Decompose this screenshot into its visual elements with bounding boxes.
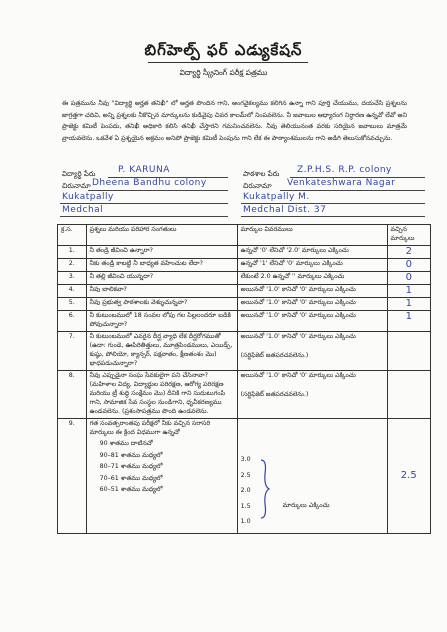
school-name-label: పాఠశాల పేరు: [243, 170, 280, 178]
scale-value: 1.5: [240, 502, 251, 510]
table-row: [58, 298, 431, 311]
school-address-label: చిరునామా: [243, 182, 272, 190]
row-mark[interactable]: 1: [387, 311, 431, 332]
row-question: నీకు తండ్రి కాబట్టి నీ బాధ్యత వహించుట లేదా?: [86, 259, 237, 272]
row-detail: అయినచో '1.0' కానిచో '0' మార్కులు ఎక్కించు: [237, 285, 387, 298]
row-number: 9.: [58, 419, 87, 534]
row-number: 5.: [58, 298, 87, 311]
grade-option: 70–61 శాతము మధ్యలో: [99, 474, 163, 482]
row-question: నీవు ప్రభుత్వ పాఠశాలకు వెళ్ళుచున్నవా?: [86, 298, 237, 311]
row-mark[interactable]: 0: [387, 259, 431, 272]
row-number: 8.: [58, 371, 87, 419]
document-subtitle: విద్యార్థి స్క్రీనింగ్ పరీక్ష పత్రము: [179, 68, 268, 77]
row-question-cell: [86, 419, 237, 534]
scale-value: 1.0: [240, 518, 251, 525]
grade-option: 90 శాతము దాటినచో: [99, 440, 153, 447]
row-question: నీ తండ్రి జీవించి ఉన్నారా?: [86, 246, 237, 259]
row-question: నీ కుటుంబములో ఎవరైన దీర్ఘ వ్యాధి లేక దీర్ఘరోగముతో (ఉదా: గుండె, ఊపిరితిత్తులు, మూత్రపిండములు, ఎయిడ్స్, కుష్ఠు, పోలియో, క్యాన్సర్, పక్షవాతం, క్షీణతంశం మొ) భాధపడుచున్నారా?: [86, 332, 237, 371]
scale-values: [241, 452, 251, 530]
school-address-underline-2: [241, 203, 425, 204]
grade-option: 60–51 శాతము మధ్యలో: [99, 486, 163, 493]
school-address-underline-3: [241, 216, 425, 217]
title-underline: [148, 62, 308, 63]
table-row: [58, 259, 431, 272]
scale-value: 2.0: [240, 487, 251, 494]
row-question: నీ తల్లి జీవించి యున్నదా?: [86, 272, 237, 285]
address-underline-2: [60, 203, 228, 204]
row-number: 7.: [58, 332, 87, 371]
school-address-line-1[interactable]: Venkateshwara Nagar: [287, 178, 396, 188]
row-question: గత సంవత్సరాంతపు పరీక్షలో నీకు వచ్చిన సరాసరి మార్కులు ఈ క్రింద విధముగా ఉన్నచో: [89, 420, 211, 436]
row-question: నీ కుటుంబములో 18 సంవల లోపు గల పిల్లలందరూ బడికి పోవుచున్నారా?: [86, 311, 237, 332]
school-address-underline-1: [280, 190, 425, 191]
row-question: నీవు బాలికవా?: [86, 285, 237, 298]
table-header-row: [58, 225, 431, 246]
table-row: [58, 371, 431, 419]
row-mark[interactable]: 2: [387, 246, 431, 259]
header-marks: వచ్చిన మార్కులు: [387, 225, 431, 246]
row-note: (సర్టిఫికెట్ జతపరచవలెను.): [240, 391, 309, 398]
row-note: (సర్టిఫికెట్ జతపరచవలెను.): [240, 352, 309, 359]
table-row: [58, 285, 431, 298]
grade-option: 80–71 శాతము మధ్యలో: [99, 463, 163, 470]
row-detail: అయినచో '1.0' కానిచో '0' మార్కులు ఎక్కించు: [240, 372, 356, 379]
grade-option: 90–81 శాతము మధ్యలో: [99, 451, 163, 459]
row-detail: ఉన్నచో '0' లేనిచో '2.0' మార్కులు ఎక్కించు: [237, 246, 387, 259]
row-detail-cell: [237, 371, 387, 419]
row-detail: అయినచో '1.0' కానిచో '0' మార్కులు ఎక్కించు: [237, 311, 387, 332]
header-question: ప్రశ్నలు మరియు పరిహార సంగతులు: [86, 225, 237, 246]
table-row: [58, 332, 431, 371]
curly-brace-icon: [257, 458, 271, 520]
row-number: 3.: [58, 272, 87, 285]
scale-value: 3.0: [240, 456, 251, 463]
row-mark[interactable]: 2.5: [387, 419, 431, 534]
school-address-line-3[interactable]: Medchal Dist. 37: [243, 205, 327, 215]
row-mark[interactable]: [387, 371, 431, 419]
row-detail: లేకుంటే 2.0 ఉన్నచో '' మార్కులు ఎక్కించు: [237, 272, 387, 285]
row-number: 6.: [58, 311, 87, 332]
row-mark[interactable]: 1: [387, 298, 431, 311]
score-scale: [241, 420, 384, 532]
student-address-label: చిరునామా: [62, 182, 91, 190]
school-address-line-2[interactable]: Kukatpally M.: [243, 192, 310, 202]
table-row: [58, 246, 431, 259]
student-address-line-3[interactable]: Medchal: [62, 205, 104, 215]
row-question: నీవు ఎప్పుడైనా సంఘ సేవకులైగా పని చేసినావా? (మహిళాల విద్య, విద్యార్థుల పరిరక్షణ, ఆరోగ్య పరిరక్షణ మరియు ట్రీ శుద్ధి సంక్షేమం మొ) దీనికి గాని సుదుటుగంపి గాని, సామాజిక సేవ సంస్థల నుండిగాని, ధృవీకరణ్యము ఉండవలెను. (ప్రశంసాపత్రము పొంది ఉండవలెను.: [86, 371, 237, 419]
row-detail: అయినచో '1.0' కానిచో '0' మార్కులు ఎక్కించు: [240, 333, 356, 340]
screening-table: [57, 224, 431, 534]
row-number: 2.: [58, 259, 87, 272]
address-underline-1: [88, 190, 228, 191]
student-name-value[interactable]: P. KARUNA: [118, 165, 170, 175]
student-address-line-2[interactable]: Kukatpally: [62, 192, 114, 202]
school-name-value[interactable]: Z.P.H.S. R.P. colony: [297, 165, 392, 175]
header-serial: క్ర.స.: [58, 225, 87, 246]
student-name-label: విద్యార్థి పేరు: [62, 170, 96, 178]
table-row: [58, 272, 431, 285]
row-number: 4.: [58, 285, 87, 298]
row-detail: మార్కులు ఎక్కించు: [282, 502, 330, 509]
address-underline-3: [60, 216, 228, 217]
document-title: బిగ్‌హెల్ప్ ఫర్ ఎడ్యుకేషన్: [144, 41, 303, 59]
row-detail-cell: [237, 332, 387, 371]
row-mark[interactable]: 1: [387, 285, 431, 298]
header-detail: మార్కుల వివరములు: [237, 225, 387, 246]
row-number: 1.: [58, 246, 87, 259]
row-detail: ఉన్నచో '1' లేనిచో '0' మార్కులు ఎక్కించు: [237, 259, 387, 272]
row-mark[interactable]: 0: [387, 272, 431, 285]
student-address-line-1[interactable]: Dheena Bandhu colony: [92, 178, 207, 188]
row-detail: అయినచో '1.0' కానిచో '0' మార్కులు ఎక్కించు: [237, 298, 387, 311]
scale-value: 2.5: [240, 471, 251, 479]
table-row: [58, 311, 431, 332]
row-detail-cell: [237, 419, 387, 534]
intro-paragraph: ఈ పత్రమును నీవు "విద్యార్థి అర్హత తనిఖీ" లో అర్హత పొందిన గాని, అంగవైకల్యము కలిగిన ఉన్నా గాని పూర్తి చేయుము, దయచేసి ప్రశ్నలను జాగ్రత్తగా చదివి, అన్ని ప్రశ్నలకు నీకొచ్చిన మార్కులను కుడివైపు చివర కాలమ్‌లో నింపవలెను. నీ జవాబుల ఆధ్యారంగ నిర్ధారణ ఉన్నవో లేవో అని ప్రాజెక్టు కమిటీ పెంపదు, తనిఖీ అధికారి కలిసి తనిఖీ చేస్తారని గమనించవలెను. నీవు తెలియునంత వరకు సరియైన జవాబులు మాత్రమే వ్రాయవలెను. ఒకవేళ ఏ ప్రశ్నయైన అక్రమం అనిపో ప్రాజెక్టు కమిటీ పెంపును గాని లేక ఈ పాఠ్యాంశములను గాని అడిగి తెలుసుకోనవచ్చును.: [62, 100, 407, 142]
table-row: [58, 419, 431, 534]
row-mark[interactable]: [387, 332, 431, 371]
